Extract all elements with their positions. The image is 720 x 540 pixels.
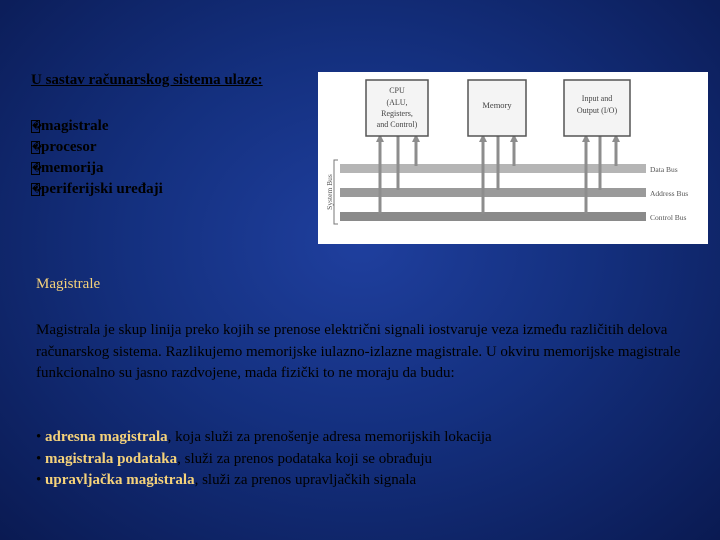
component-label: magistrale bbox=[41, 118, 109, 134]
component-label: periferijski uređaji bbox=[41, 181, 163, 197]
cpu-label-line-2: (ALU, bbox=[386, 98, 408, 107]
control-bus-bar bbox=[340, 212, 646, 221]
system-bus-bracket bbox=[334, 160, 338, 224]
list-item bbox=[31, 179, 163, 200]
list-item bbox=[31, 137, 163, 158]
bullet-marker: • bbox=[36, 472, 42, 488]
list-item bbox=[31, 158, 163, 179]
section-heading: Magistrale bbox=[36, 276, 101, 292]
bus-type-list bbox=[36, 427, 696, 492]
bus-term: adresna magistrala bbox=[45, 429, 168, 445]
io-label-line-1: Input and bbox=[581, 94, 613, 103]
bus-description: , služi za prenos podataka koji se obrađuju bbox=[177, 450, 433, 467]
cpu-label-line-4: and Control) bbox=[376, 120, 418, 129]
body-paragraph: Magistrala je skup linija preko kojih se prenose električni signali iostvaruje veza između različitih delova računarskog sistema. Razlikujemo memorijske iulazno-izlazne magistrale. U okviru memorijske magistrale funkcionalno su jasno razdvojene, mada fizički to ne moraju da budu: bbox=[36, 322, 681, 381]
bus-term: upravljačka magistrala bbox=[45, 472, 195, 488]
bullet-marker: • bbox=[36, 450, 42, 467]
bus-connectors bbox=[380, 136, 616, 214]
cpu-label-line-1: CPU bbox=[389, 86, 405, 95]
component-label: procesor bbox=[41, 139, 97, 155]
bus-description: , služi za prenos upravljačkih signala bbox=[194, 472, 417, 488]
data-bus-label: Data Bus bbox=[650, 165, 678, 174]
component-list bbox=[31, 116, 163, 200]
bullet-box-icon: � bbox=[32, 121, 43, 131]
bullet-box-icon: � bbox=[32, 142, 43, 152]
component-label: memorija bbox=[41, 160, 104, 176]
slide-title: U sastav računarskog sistema ulaze: bbox=[31, 72, 263, 88]
system-bus-diagram bbox=[318, 72, 708, 244]
list-item bbox=[36, 449, 696, 471]
bullet-marker: • bbox=[36, 429, 42, 445]
bus-term: magistrala podataka bbox=[45, 450, 178, 467]
address-bus-label: Address Bus bbox=[650, 189, 689, 198]
cpu-label-line-3: Registers, bbox=[381, 109, 413, 118]
bullet-box-icon: � bbox=[32, 184, 43, 194]
system-bus-label: System Bus bbox=[325, 174, 334, 210]
list-item bbox=[36, 470, 696, 492]
bullet-box-icon: � bbox=[32, 163, 43, 173]
list-item bbox=[36, 427, 696, 449]
bus-description: , koja služi za prenošenje adresa memorijskih lokacija bbox=[167, 429, 492, 445]
control-bus-label: Control Bus bbox=[650, 213, 687, 222]
io-label-line-2: Output (I/O) bbox=[576, 106, 618, 115]
memory-label: Memory bbox=[482, 100, 512, 110]
list-item bbox=[31, 116, 163, 137]
